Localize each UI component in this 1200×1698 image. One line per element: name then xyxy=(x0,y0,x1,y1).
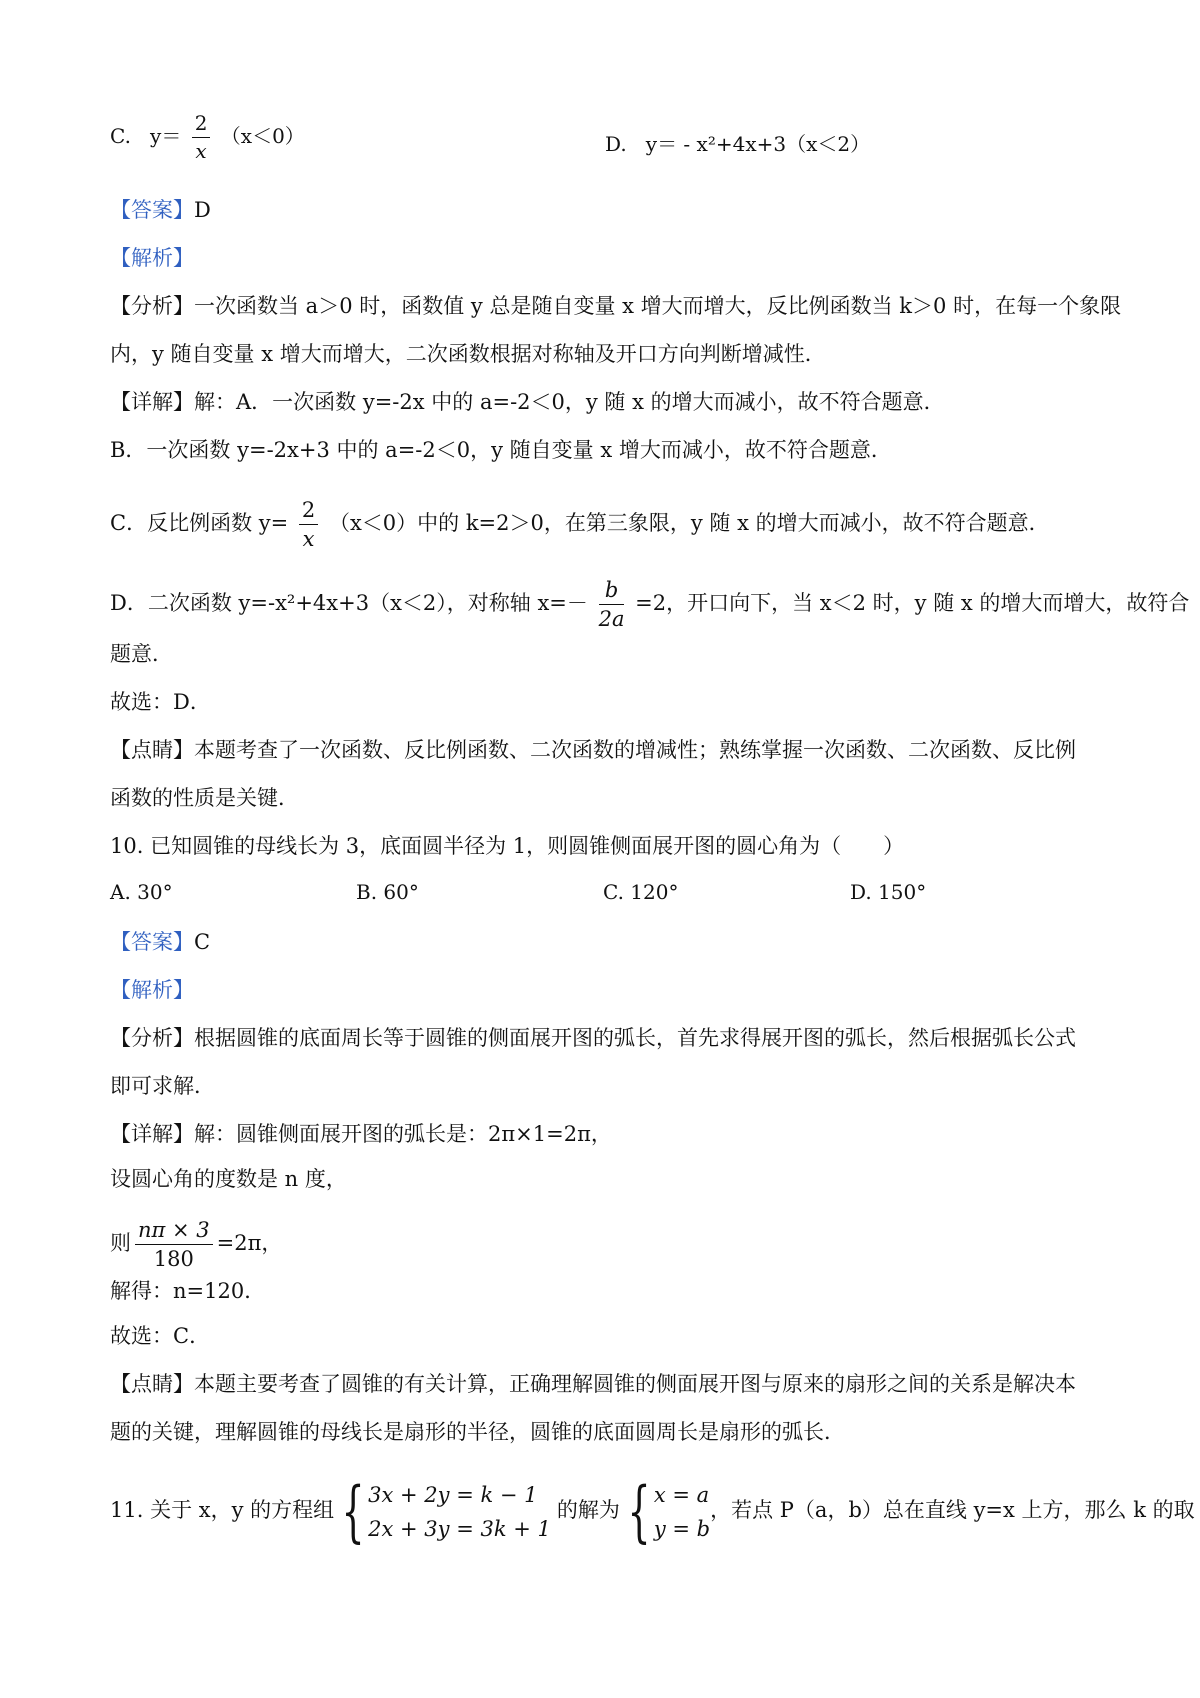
fraction-denominator: x xyxy=(302,527,315,552)
fraction-numerator: b xyxy=(599,578,625,605)
analysis-tag-q9 xyxy=(110,244,194,272)
option-func: y＝ xyxy=(150,124,182,148)
question-stem-q11 xyxy=(110,1470,1195,1550)
option-c-prev xyxy=(110,112,305,163)
dianjing-tag: 【点睛】 xyxy=(110,738,194,762)
option-b-q10: B. 60° xyxy=(356,880,419,904)
step-c-post: （x＜0）中的 k=2＞0，在第三象限，y 随 x 的增大而减小，故不符合题意． xyxy=(328,511,1050,536)
step-d-pre: D．二次函数 y=-x²+4x+3（x＜2），对称轴 x=－ xyxy=(110,591,588,616)
option-a-q10: A. 30° xyxy=(110,880,173,904)
dianjing-line-2-q10: 题的关键，理解圆锥的母线长是扇形的半径，圆锥的底面圆周长是扇形的弧长． xyxy=(110,1420,845,1444)
option-c-q10: C. 120° xyxy=(603,880,679,904)
dianjing-line-1-q9 xyxy=(110,736,1076,764)
xiangjie-tag: 【详解】 xyxy=(110,390,194,414)
fraction-numerator: nπ × 3 xyxy=(135,1218,213,1245)
answer-tag: 【答案】 xyxy=(110,198,194,222)
answer-line-q9 xyxy=(110,196,211,224)
fraction xyxy=(599,578,625,631)
fraction-denominator: 2a xyxy=(598,607,625,632)
solution-2: y = b xyxy=(653,1516,711,1541)
question-stem-q10: 10. 已知圆锥的母线长为 3，底面圆半径为 1，则圆锥侧面展开图的圆心角为（ ） xyxy=(110,834,905,858)
fenxi-text: 一次函数当 a＞0 时，函数值 y 总是随自变量 x 增大而增大，反比例函数当 k＞0 时，在每一个象限 xyxy=(194,294,1122,318)
fenxi-line-2-q10: 即可求解． xyxy=(110,1074,215,1098)
fraction-numerator: 2 xyxy=(299,498,318,525)
xiangjie-line-a-q9 xyxy=(110,388,945,416)
step-4-q10: 解得：n=120． xyxy=(110,1279,266,1303)
step-3-post: =2π， xyxy=(216,1231,283,1256)
fraction-denominator: 180 xyxy=(153,1247,194,1272)
solution-1: x = a xyxy=(653,1482,710,1507)
step-d-post: =2，开口向下，当 x＜2 时，y 随 x 的增大而增大，故符合 xyxy=(635,591,1190,616)
dianjing-text: 本题考查了一次函数、反比例函数、二次函数的增减性；熟练掌握一次函数、二次函数、反比例 xyxy=(194,738,1076,762)
answer-value: D xyxy=(194,198,211,222)
step-d-cont: 题意． xyxy=(110,642,173,666)
analysis-tag: 【解析】 xyxy=(110,246,194,270)
option-d-prev xyxy=(605,128,870,157)
option-label: D. xyxy=(605,132,627,156)
fraction xyxy=(192,112,211,163)
analysis-tag-q10 xyxy=(110,976,194,1004)
step-c-line xyxy=(110,498,1050,551)
stem-pre: 11. 关于 x，y 的方程组 xyxy=(110,1498,335,1522)
option-d-q10: D. 150° xyxy=(850,880,927,904)
option-func: y＝ - x²+4x+3（x＜2） xyxy=(645,132,871,156)
fraction-denominator: x xyxy=(195,139,207,163)
step-a: 解：A．一次函数 y=-2x 中的 a=-2＜0，y 随 x 的增大而减小，故不符合题意． xyxy=(194,390,945,414)
step-d-line xyxy=(110,578,1189,631)
fraction xyxy=(299,498,318,551)
step-1: 解：圆锥侧面展开图的弧长是：2π×1=2π， xyxy=(194,1122,612,1146)
answer-value: C xyxy=(194,930,211,954)
dianjing-line-1-q10 xyxy=(110,1370,1076,1398)
dianjing-text: 本题主要考查了圆锥的有关计算，正确理解圆锥的侧面展开图与原来的扇形之间的关系是解决本 xyxy=(194,1372,1076,1396)
left-brace-icon: { xyxy=(627,1472,651,1550)
xiangjie-tag: 【详解】 xyxy=(110,1122,194,1146)
option-label: C. xyxy=(110,124,131,148)
equation-1: 3x + 2y = k − 1 xyxy=(368,1482,538,1507)
fenxi-text: 根据圆锥的底面周长等于圆锥的侧面展开图的弧长，首先求得展开图的弧长，然后根据弧长公式 xyxy=(194,1026,1076,1050)
fenxi-tag: 【分析】 xyxy=(110,294,194,318)
option-condition: （x＜0） xyxy=(220,124,305,148)
stem-mid: 的解为 xyxy=(556,1498,620,1522)
dianjing-line-2-q9: 函数的性质是关键． xyxy=(110,786,299,810)
step-c-pre: C．反比例函数 y= xyxy=(110,511,289,536)
step-b-line: B．一次函数 y=-2x+3 中的 a=-2＜0，y 随自变量 x 增大而减小，故不符合题意． xyxy=(110,438,892,462)
fenxi-line-1-q9 xyxy=(110,292,1121,320)
choose-q10: 故选：C． xyxy=(110,1324,211,1348)
fenxi-tag: 【分析】 xyxy=(110,1026,194,1050)
step-3-q10 xyxy=(110,1218,282,1271)
analysis-tag: 【解析】 xyxy=(110,978,194,1002)
equation-system xyxy=(368,1478,551,1546)
step-3-pre: 则 xyxy=(110,1231,131,1256)
answer-tag: 【答案】 xyxy=(110,930,194,954)
choose-q9: 故选：D． xyxy=(110,690,211,714)
answer-line-q10 xyxy=(110,928,210,956)
stem-post: ，若点 P（a，b）总在直线 y=x 上方，那么 k 的取 xyxy=(710,1498,1195,1522)
fenxi-line-1-q10 xyxy=(110,1024,1076,1052)
equation-2: 2x + 3y = 3k + 1 xyxy=(368,1516,551,1541)
fenxi-line-2-q9: 内，y 随自变量 x 增大而增大，二次函数根据对称轴及开口方向判断增减性． xyxy=(110,342,826,366)
solution-system xyxy=(654,1478,710,1546)
left-brace-icon: { xyxy=(341,1472,365,1550)
dianjing-tag: 【点睛】 xyxy=(110,1372,194,1396)
xiangjie-line-1-q10 xyxy=(110,1120,612,1148)
fraction xyxy=(135,1218,213,1271)
fraction-numerator: 2 xyxy=(192,112,211,138)
step-2-q10: 设圆心角的度数是 n 度， xyxy=(110,1167,347,1191)
